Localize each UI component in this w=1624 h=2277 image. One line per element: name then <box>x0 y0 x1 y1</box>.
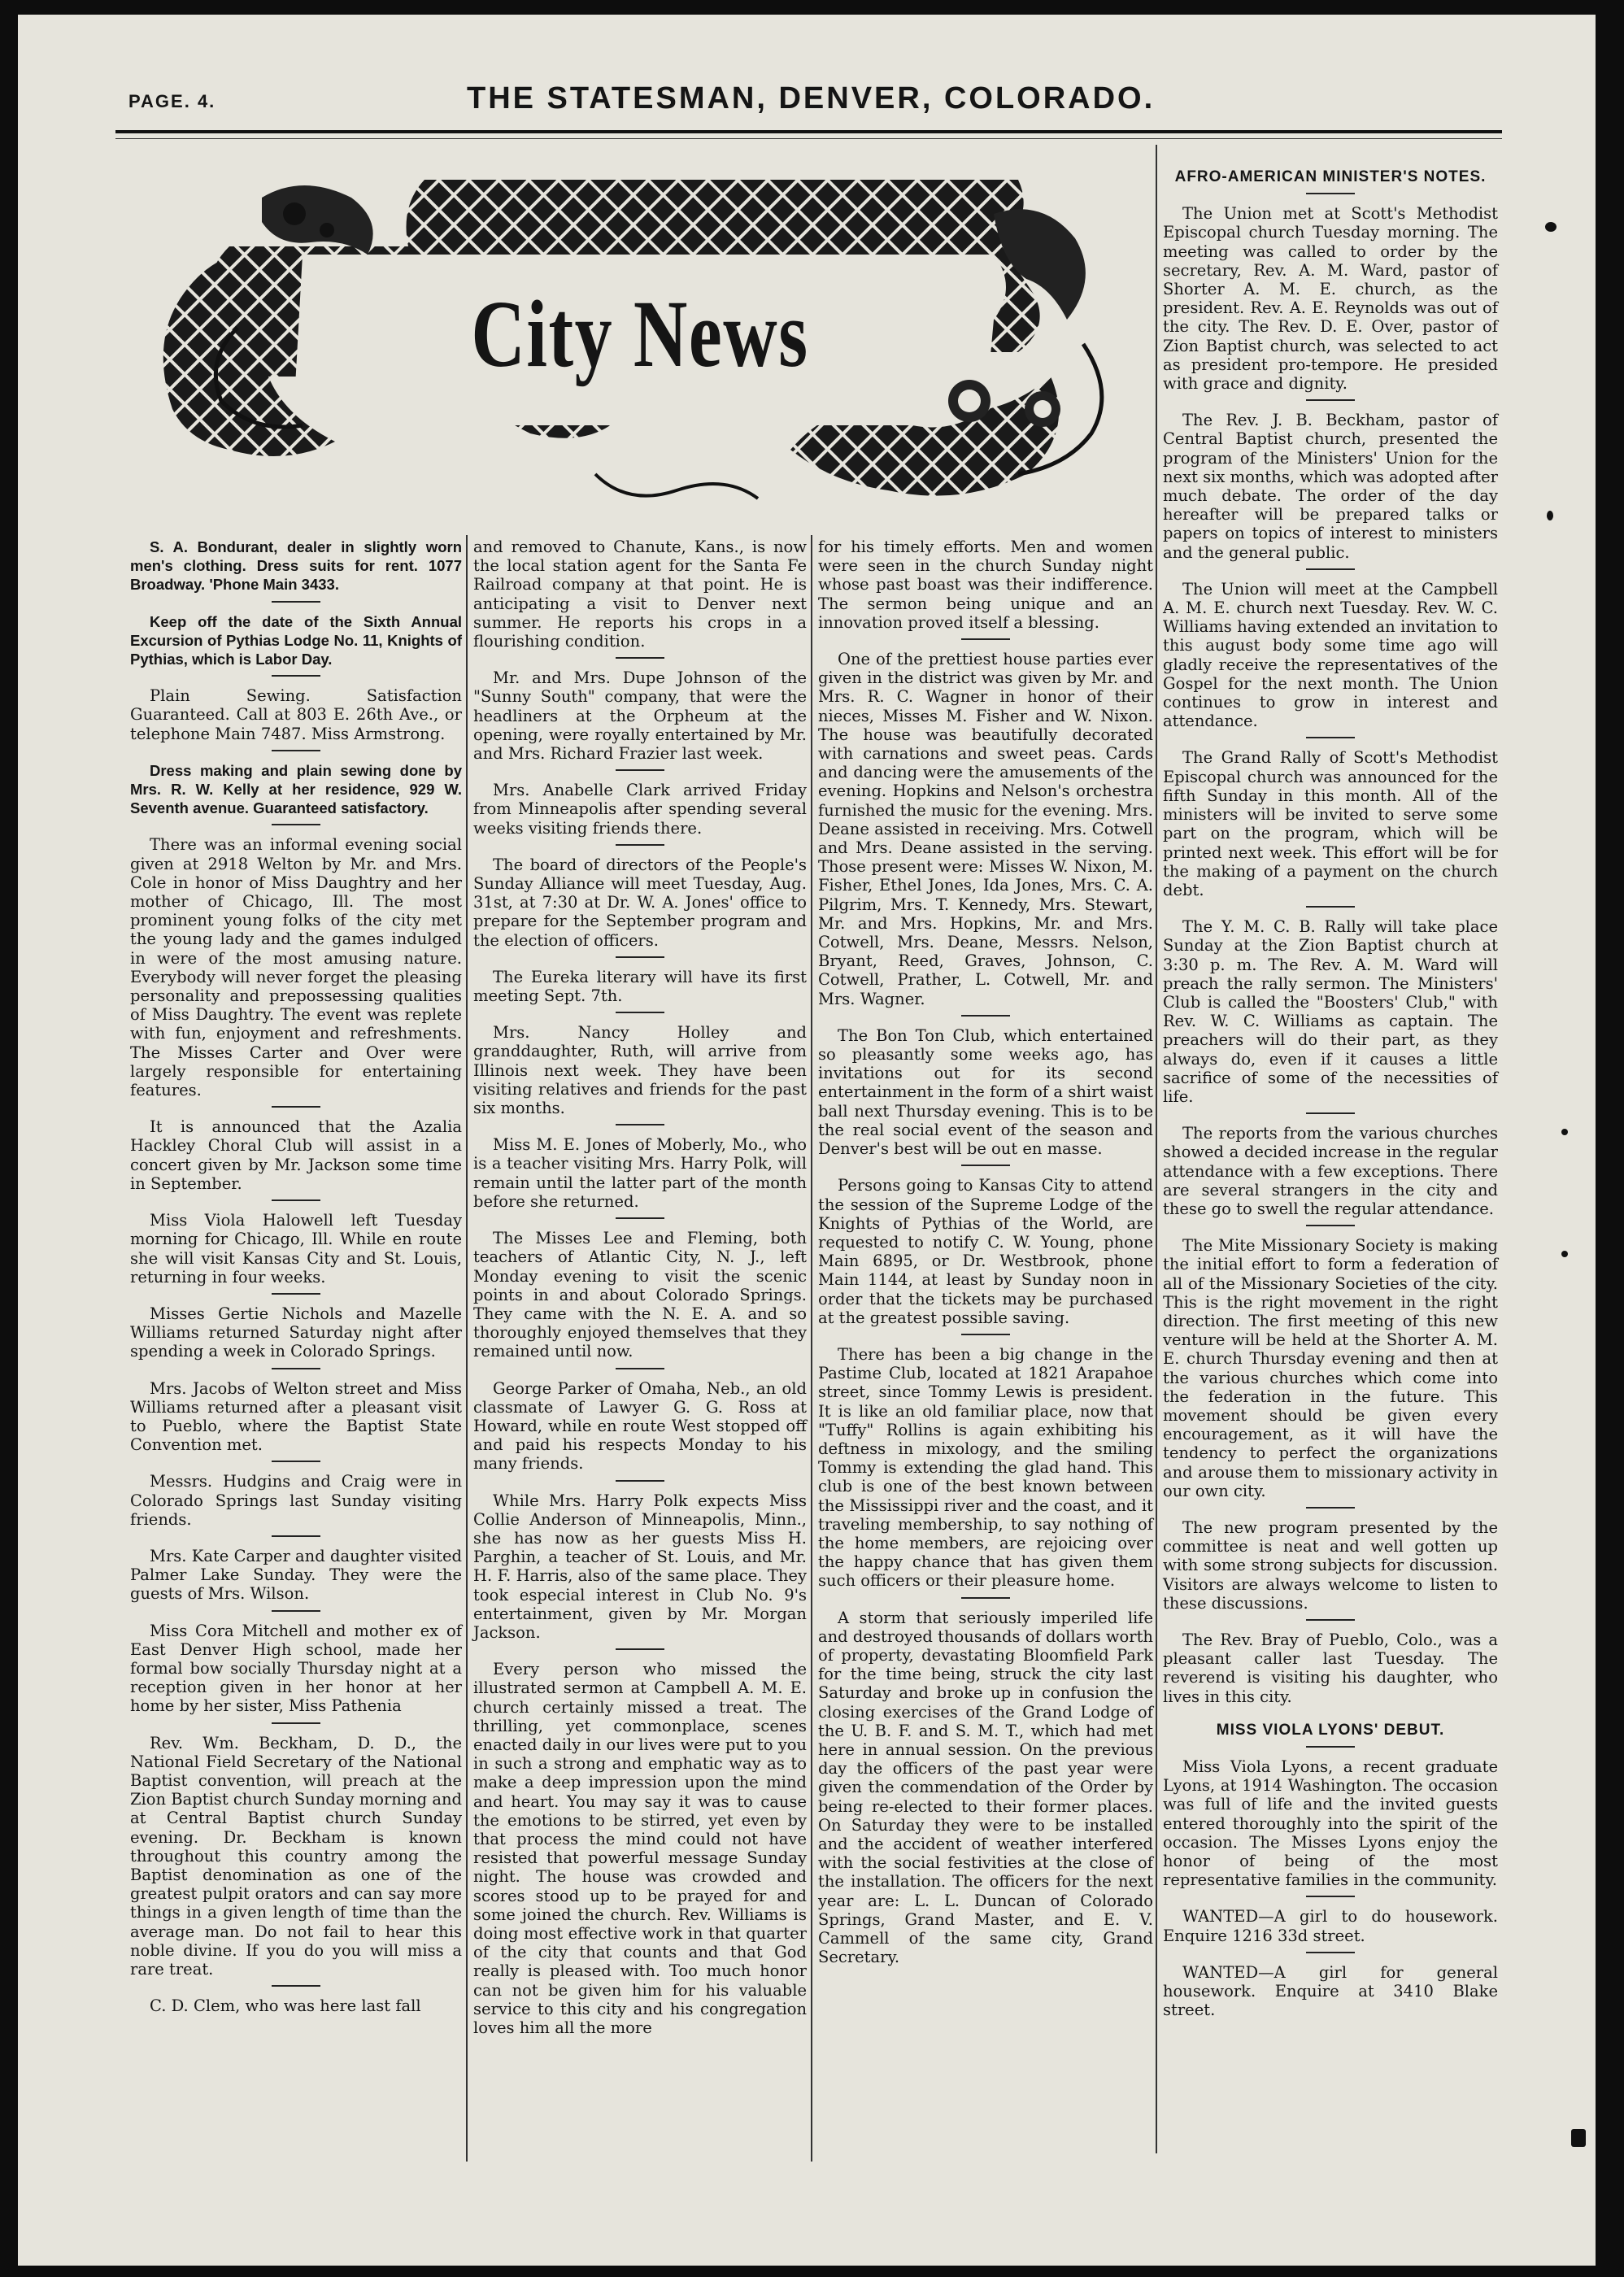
news-item: The Misses Lee and Fleming, both teachers of Atlantic City, N. J., left Monday evening to visit the scenic points in and about Colorado Springs. They came with the N. E. A. and so thoroughly enjoyed themselves that they remained until now. <box>473 1229 807 1361</box>
news-item: Mr. and Mrs. Dupe Johnson of the "Sunny South" company, that were the headliners at the Orpheum at the opening, were royally entertained by Mr. and Mrs. Richard Frazier last week. <box>473 668 807 764</box>
article-divider <box>616 1648 664 1650</box>
news-item: Mrs. Jacobs of Welton street and Miss Williams returned after a pleasant visit to Pueblo, where the Baptist State Convention met. <box>130 1378 462 1455</box>
article-divider <box>616 1012 664 1013</box>
column-3 <box>818 538 1153 1966</box>
news-item: The new program presented by the committee is neat and well gotten up with some strong subjects for discussion. Visitors are always welcome to listen to these discussions. <box>1163 1518 1498 1613</box>
city-news-banner <box>140 165 1140 515</box>
news-item: and removed to Chanute, Kans., is now the local station agent for the Santa Fe Railroad company at that point. He is anticipating a visit to Denver next summer. He reports his crops in a flourishing condition. <box>473 538 807 651</box>
article-divider <box>272 601 320 603</box>
news-item: The Rev. Bray of Pueblo, Colo., was a pleasant caller last Tuesday. The reverend is visiting his daughter, who lives in this city. <box>1163 1630 1498 1706</box>
section-heading: MISS VIOLA LYONS' DEBUT. <box>1216 1721 1445 1739</box>
news-item: The Mite Missionary Society is making the initial effort to form a federation of all of the Missionary Societies of the city. This is the right movement in the right direction. The first meeting of this new venture will be held at the Shorter A. M. E. church Thursday evening and then at the various churches which come into the federation in the future. This movement should be given every encouragement, as it will have the tendency to perfect the organizations and arouse them to missionary activity in our own city. <box>1163 1236 1498 1500</box>
article-divider <box>1306 568 1355 570</box>
news-item: Misses Gertie Nichols and Mazelle Williams returned Saturday night after spending a week in Colorado Springs. <box>130 1304 462 1361</box>
news-item: While Mrs. Harry Polk expects Miss Collie Anderson of Minneapolis, Minn., she has now as her guests Miss H. Parghin, a teacher of St. Louis, and Mr. H. F. Harris, also of the same place. They took especial interest in Club No. 9's entertainment, given by Mr. Morgan Jackson. <box>473 1491 807 1642</box>
newspaper-page <box>18 15 1596 2266</box>
ink-blot <box>1547 511 1553 520</box>
article-divider <box>616 1480 664 1482</box>
article-divider <box>616 844 664 846</box>
article-divider <box>1306 1746 1355 1748</box>
news-item: The Union will meet at the Campbell A. M. E. church next Tuesday. Rev. W. C. Williams having extended an invitation to this august body some time ago will gladly receive the representatives of the Gospel for the next month. The Union continues to grow in interest and attendance. <box>1163 579 1498 731</box>
news-item: Miss M. E. Jones of Moberly, Mo., who is a teacher visiting Mrs. Harry Polk, will remain until the latter part of the month before she returned. <box>473 1135 807 1211</box>
ink-blot <box>1561 1251 1568 1257</box>
column-divider <box>1156 145 1157 2153</box>
column-2 <box>473 538 807 2037</box>
news-item: Mrs. Kate Carper and daughter visited Palmer Lake Sunday. They were the guests of Mrs. Wilson. <box>130 1546 462 1604</box>
news-item: It is announced that the Azalia Hackley Choral Club will assist in a concert given by Mr. Jackson some time in September. <box>130 1117 462 1193</box>
news-item: The Union met at Scott's Methodist Episcopal church Tuesday morning. The meeting was called to order by the secretary, Rev. A. M. Ward, pastor of Shorter A. M. E. church, as the president. Rev. A. E. Reynolds was out of the city. The Rev. D. E. Over, pastor of Zion Baptist church, was selected to act as president pro-tempore. He presided with grace and dignity. <box>1163 204 1498 394</box>
article-divider <box>1306 399 1355 401</box>
article-divider <box>272 750 320 751</box>
article-divider <box>1306 1225 1355 1226</box>
article-divider <box>616 1368 664 1369</box>
masthead-rule <box>115 130 1502 133</box>
ink-blot <box>1561 1129 1568 1135</box>
news-item: Miss Cora Mitchell and mother ex of East Denver High school, made her formal bow socially Thursday night at a reception given in her honor at her home by her sister, Miss Pathenia <box>130 1621 462 1716</box>
article-divider <box>1306 906 1355 908</box>
article-divider <box>272 1985 320 1987</box>
news-item: There was an informal evening social given at 2918 Welton by Mr. and Mrs. Cole in honor of Miss Daughtry and her mother of Chicago, Ill. The most prominent young folks of the city met the young lady and the games indulged in were of the most amusing nature. Everybody will never forget the pleasing personality and prepossessing qualities of Miss Daughtry. The event was replete with fun, enjoyment and refreshments. The Misses Carter and Over were largely responsible for entertaining features. <box>130 835 462 1100</box>
article-divider <box>272 824 320 825</box>
column-divider <box>811 535 812 2162</box>
news-item: One of the prettiest house parties ever given in the district was given by Mr. and Mrs. R. C. Wagner in honor of their nieces, Misses M. Fisher and W. Nixon. The house was beautifully decorated with carnations and sweet peas. Cards and dancing were the amusements of the evening. Hopkins and Nelson's orchestra furnished the music for the evening. Mrs. Deane assisted in receiving. Mrs. Cotwell and Mrs. Deane assisted in the serving. Those present were: Misses W. Nixon, M. Fisher, Ethel Jones, Ida Jones, Mrs. C. A. Pilgrim, Mrs. T. Kennedy, Mrs. Stewart, Mr. and Mrs. Hopkins, Mr. and Mrs. Cotwell, Mrs. Deane, Messrs. Nelson, Bryant, Reed, Graves, Johnson, C. Cotwell, Prather, L. Cotwell, Mr. and Mrs. Wagner. <box>818 650 1153 1008</box>
news-item: Every person who missed the illustrated sermon at Campbell A. M. E. church certainly missed a treat. The thrilling, yet commonplace, scenes enacted daily in our lives were put to you in such a strong and emphatic way as to make a deep impression upon the mind and heart. You may say it was to cause the emotions to be stirred, yet even by that process the mind could not have resisted that powerful message Sunday night. The house was crowded and scores stood up to be prayed for and some joined the church. Rev. Williams is doing most effective work in that quarter of the city that counts and that God really is pleased with. Too much honor can not be given him for his valuable service to this city and his congregation loves him all the more <box>473 1660 808 2038</box>
page-number: PAGE. 4. <box>128 91 216 111</box>
article-divider <box>272 1293 320 1295</box>
news-item: for his timely efforts. Men and women were seen in the church Sunday night whose past boast was their indifference. The sermon being unique and an innovation proved itself a blessing. <box>818 538 1153 632</box>
masthead-rule-thin <box>115 138 1502 139</box>
news-item: Persons going to Kansas City to attend the session of the Supreme Lodge of the Knights of Pythias of the World, are requested to notify C. W. Young, phone Main 6895, or Dr. Westbrook, phone Main 1144, at least by Sunday noon in order that the tickets may be purchased at the greatest possible saving. <box>818 1176 1153 1327</box>
news-item: WANTED—A girl for general housework. Enquire at 3410 Blake street. <box>1163 1962 1498 2020</box>
news-item: Rev. Wm. Beckham, D. D., the National Field Secretary of the National Baptist convention, will preach at the Zion Baptist church Sunday morning and at Central Baptist church Sunday evening. Dr. Beckham is known throughout this country among the Baptist denomination as one of the greatest pulpit orators and can say more things in a given length of time than the average man. Do not fail to hear this noble divine. If you do you will miss a rare treat. <box>130 1733 462 1979</box>
news-item: S. A. Bondurant, dealer in slightly worn men's clothing. Dress suits for rent. 1077 Broadway. 'Phone Main 3433. <box>130 538 462 594</box>
news-item: The Y. M. C. B. Rally will take place Sunday at the Zion Baptist church at 3:30 p. m. The Rev. A. M. Ward will preach the rally sermon. The Ministers' Club is called the "Boosters' Club," with Rev. W. C. Williams as captain. The preachers will do their part, as they always do, even if it causes a little sacrifice of some of the necessities of life. <box>1163 917 1498 1106</box>
article-divider <box>961 1165 1010 1166</box>
article-divider <box>961 1334 1010 1335</box>
news-item: Keep off the date of the Sixth Annual Excursion of Pythias Lodge No. 11, Knights of Pythias, which is Labor Day. <box>130 612 462 668</box>
section-heading: AFRO-AMERICAN MINISTER'S NOTES. <box>1174 168 1487 185</box>
article-divider <box>961 1597 1010 1599</box>
article-divider <box>616 1124 664 1125</box>
banner-title: City News <box>471 281 809 387</box>
news-item: The Eureka literary will have its first meeting Sept. 7th. <box>473 967 807 1006</box>
news-item: Plain Sewing. Satisfaction Guaranteed. Call at 803 E. 26th Ave., or telephone Main 7487. Miss Armstrong. <box>130 686 462 743</box>
news-item: There has been a big change in the Pastime Club, located at 1821 Arapahoe street, since Tommy Lewis is president. It is like an old familiar place, now that "Tuffy" Rollins is again exhibiting his deftness in mixology, and the smiling Tommy is extending the glad hand. This club is one of the best known between the Mississippi river and the coast, and it traveling membership, to say nothing of the home members, are rejoicing over the happy chance that has given them such officers or their pleasure home. <box>818 1344 1153 1591</box>
ink-blot <box>1545 222 1557 232</box>
article-divider <box>616 1217 664 1219</box>
news-item: Mrs. Anabelle Clark arrived Friday from Minneapolis after spending several weeks visiting friends there. <box>473 781 807 838</box>
article-divider <box>272 675 320 677</box>
article-divider <box>961 1015 1010 1017</box>
column-4 <box>1163 168 1498 2019</box>
news-item: C. D. Clem, who was here last fall <box>150 1996 421 2016</box>
news-item: Miss Viola Halowell left Tuesday morning for Chicago, Ill. While en route she will visit Kansas City and St. Louis, returning in four weeks. <box>130 1211 462 1287</box>
news-item: The board of directors of the People's Sunday Alliance will meet Tuesday, Aug. 31st, at 7:30 at Dr. W. A. Jones' office to prepare for the September program and the election of officers. <box>473 855 807 950</box>
article-divider <box>1306 737 1355 738</box>
article-divider <box>272 1106 320 1108</box>
news-item: George Parker of Omaha, Neb., an old classmate of Lawyer G. G. Ross at Howard, while en route West stopped off and paid his respects Monday to his many friends. <box>473 1378 807 1474</box>
article-divider <box>1306 1112 1355 1114</box>
news-item: Dress making and plain sewing done by Mrs. R. W. Kelly at her residence, 929 W. Seventh avenue. Guaranteed satisfactory. <box>130 761 462 817</box>
article-divider <box>1306 1952 1355 1953</box>
article-divider <box>272 1722 320 1724</box>
article-divider <box>961 638 1010 640</box>
article-divider <box>1306 1619 1355 1621</box>
news-item: Mrs. Nancy Holley and granddaughter, Ruth, will arrive from Illinois next week. They have been visiting relatives and friends for the past six months. <box>473 1023 807 1118</box>
article-divider <box>616 657 664 659</box>
column-1 <box>130 538 462 2015</box>
news-item: A storm that seriously imperiled life and destroyed thousands of dollars worth of property, devastating Bloomfield Park for the time being, struck the city last Saturday and broke up in confusion the closing exercises of the Grand Lodge of the U. B. F. and S. M. T., which had met here in annual session. On the previous day the officers of the past year were given the commendation of the Order by being re-elected to their former places. On Saturday they were to be installed and the accident of weather interfered with the social festivities at the close of the installation. The officers for the next year are: L. L. Duncan of Colorado Springs, Grand Master, and E. V. Cammell of the same city, Grand Secretary. <box>818 1608 1153 1967</box>
news-item: The Bon Ton Club, which entertained so pleasantly some weeks ago, has invitations out for its second entertainment in the form of a shirt waist ball next Thursday evening. This is to be the real social event of the season and Denver's best will be out en masse. <box>818 1025 1153 1159</box>
article-divider <box>1306 1896 1355 1897</box>
article-divider <box>1306 193 1355 194</box>
article-divider <box>272 1610 320 1612</box>
article-divider <box>1306 1507 1355 1509</box>
column-divider <box>466 535 468 2162</box>
news-item: Miss Viola Lyons, a recent graduate Lyons, at 1914 Washington. The occasion was full of life and the invited guests entered thoroughly into the spirit of the occasion. The Misses Lyons enjoy the honor of being of the most representative families in the community. <box>1163 1757 1498 1890</box>
article-divider <box>272 1368 320 1369</box>
news-item: The Rev. J. B. Beckham, pastor of Central Baptist church, presented the program of the Ministers' Union for the next six months, which was adopted after much debate. The order of the day hereafter will be prepared talks or papers on topics of interest to ministers and the general public. <box>1163 411 1498 562</box>
article-divider <box>272 1535 320 1537</box>
news-item: WANTED—A girl to do housework. Enquire 1216 33d street. <box>1163 1907 1498 1945</box>
article-divider <box>272 1461 320 1462</box>
news-item: The reports from the various churches showed a decided increase in the regular attendance with a few exceptions. There are several strangers in the city and these go to swell the regular attendance. <box>1163 1124 1498 1218</box>
news-item: Messrs. Hudgins and Craig were in Colorado Springs last Sunday visiting friends. <box>130 1472 462 1529</box>
masthead <box>18 73 1596 130</box>
news-item: The Grand Rally of Scott's Methodist Episcopal church was announced for the fifth Sunday in this month. All of the ministers will be invited to serve some part on the program, which will be printed next week. This effort will be for the making of a payment on the church debt. <box>1163 748 1498 899</box>
ink-blot <box>1571 2129 1586 2147</box>
article-divider <box>272 1199 320 1201</box>
newspaper-title: THE STATESMAN, DENVER, COLORADO. <box>467 81 1156 115</box>
article-divider <box>616 956 664 958</box>
article-divider <box>616 769 664 771</box>
